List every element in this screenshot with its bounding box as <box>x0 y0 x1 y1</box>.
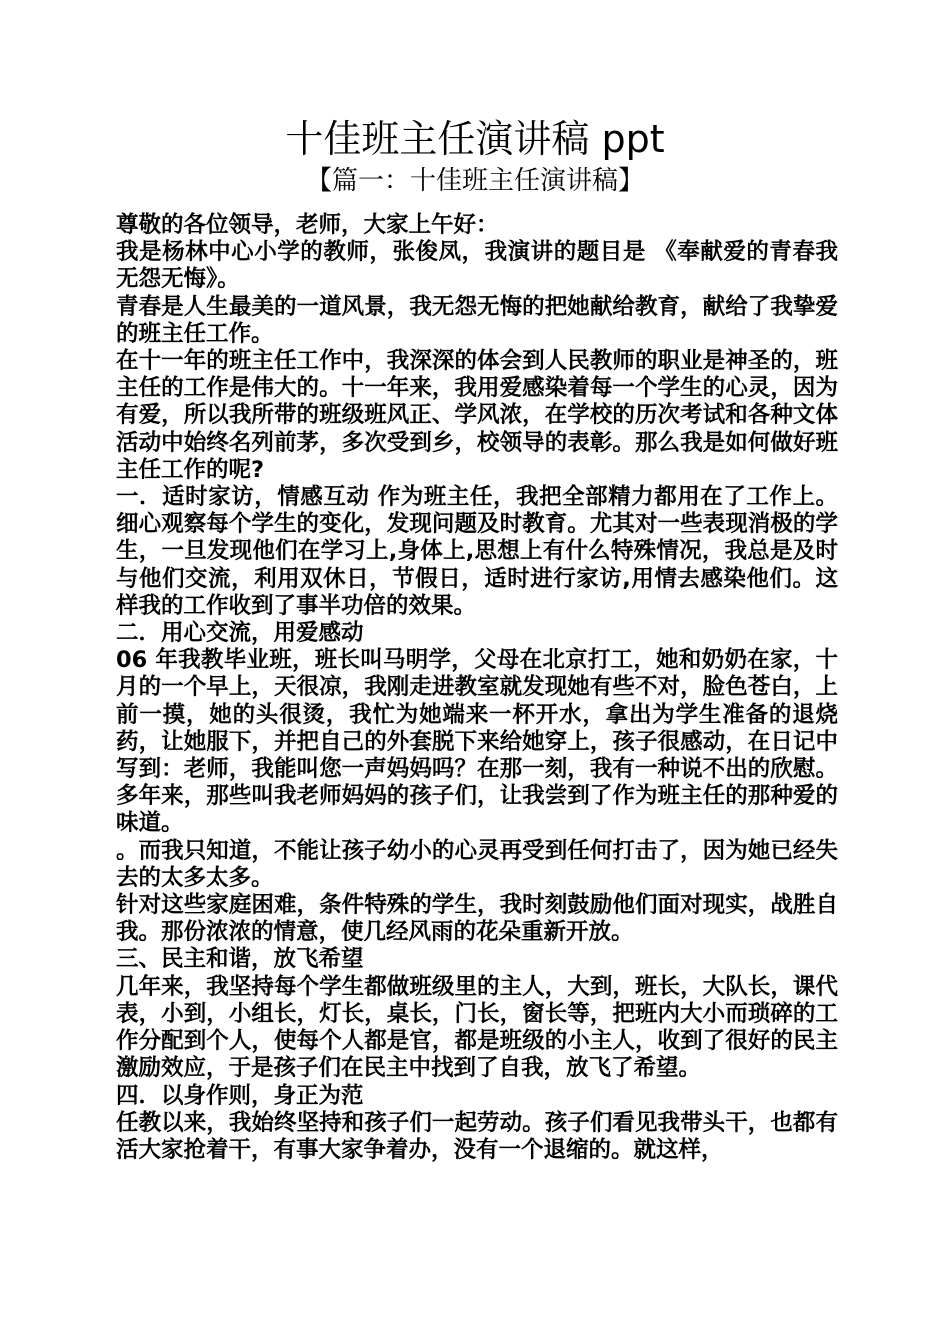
document-subtitle: 【篇一：十佳班主任演讲稿】 <box>305 166 644 196</box>
section-heading-two: 二．用心交流，用爱感动 <box>116 620 364 647</box>
paragraph-example: 任教以来，我始终坚持和孩子们一起劳动。孩子们看见我带头干，也都有活大家抢着干，有事大家争着办，没有一个退缩的。就这样， <box>116 1109 838 1163</box>
paragraph-introduction: 我是杨林中心小学的教师，张俊凤，我演讲的题目是 《奉献爱的青春我无怨无悔》。 <box>116 239 838 293</box>
paragraph-democracy: 几年来，我坚持每个学生都做班级里的主人，大到，班长，大队长，课代表，小到，小组长，灯长，桌长，门长，窗长等，把班内大小而琐碎的工作分配到个人，使每个人都是官，都是班级的小主人，收到了很好的民主激励效应，于是孩子们在民主中找到了自我，放飞了希望。 <box>116 973 838 1082</box>
paragraph-section-one: 一．适时家访，情感互动 作为班主任，我把全部精力都用在了工作上。细心观察每个学生的变化，发现问题及时教育。尤其对一些表现消极的学生，一旦发现他们在学习上,身体上,思想上有什么特殊情况，我总是及时与他们交流，利用双休日，节假日，适时进行家访,用情去感染他们。这样我的工作收到了事半功倍的效果。 <box>116 484 838 619</box>
paragraph-youth: 青春是人生最美的一道风景，我无怨无悔的把她献给教育，献给了我挚爱的班主任工作。 <box>116 293 838 347</box>
paragraph-encouragement: 针对这些家庭困难，条件特殊的学生，我时刻鼓励他们面对现实，战胜自我。那份浓浓的情意，使几经风雨的花朵重新开放。 <box>116 892 838 946</box>
paragraph-experience: 在十一年的班主任工作中，我深深的体会到人民教师的职业是神圣的，班主任的工作是伟大的。十一年来，我用爱感染着每一个学生的心灵，因为有爱，所以我所带的班级班风正、学风浓，在学校的历次考试和各种文体活动中始终名列前茅，多次受到乡，校领导的表彰。那么我是如何做好班主任工作的呢? <box>116 348 838 483</box>
paragraph-story: 06 年我教毕业班，班长叫马明学，父母在北京打工，她和奶奶在家，十月的一个早上，天很凉，我刚走进教室就发现她有些不对，脸色苍白，上前一摸，她的头很烫，我忙为她端来一杯开水，拿出为学生准备的退烧药，让她服下，并把自己的外套脱下来给她穿上，孩子很感动，在日记中写到：老师，我能叫您一声妈妈吗？在那一刻，我有一种说不出的欣慰。多年来，那些叫我老师妈妈的孩子们，让我尝到了作为班主任的那种爱的味道。 <box>116 647 838 837</box>
document-body <box>116 212 838 1164</box>
document-title: 十佳班主任演讲稿 ppt <box>285 117 665 161</box>
paragraph-greeting: 尊敬的各位领导，老师，大家上午好： <box>116 212 499 238</box>
section-heading-three: 三、民主和谐，放飞希望 <box>116 946 364 973</box>
section-heading-four: 四．以身作则，身正为范 <box>116 1082 364 1109</box>
paragraph-story-note: 。而我只知道，不能让孩子幼小的心灵再受到任何打击了，因为她已经失去的太多太多。 <box>116 837 838 891</box>
